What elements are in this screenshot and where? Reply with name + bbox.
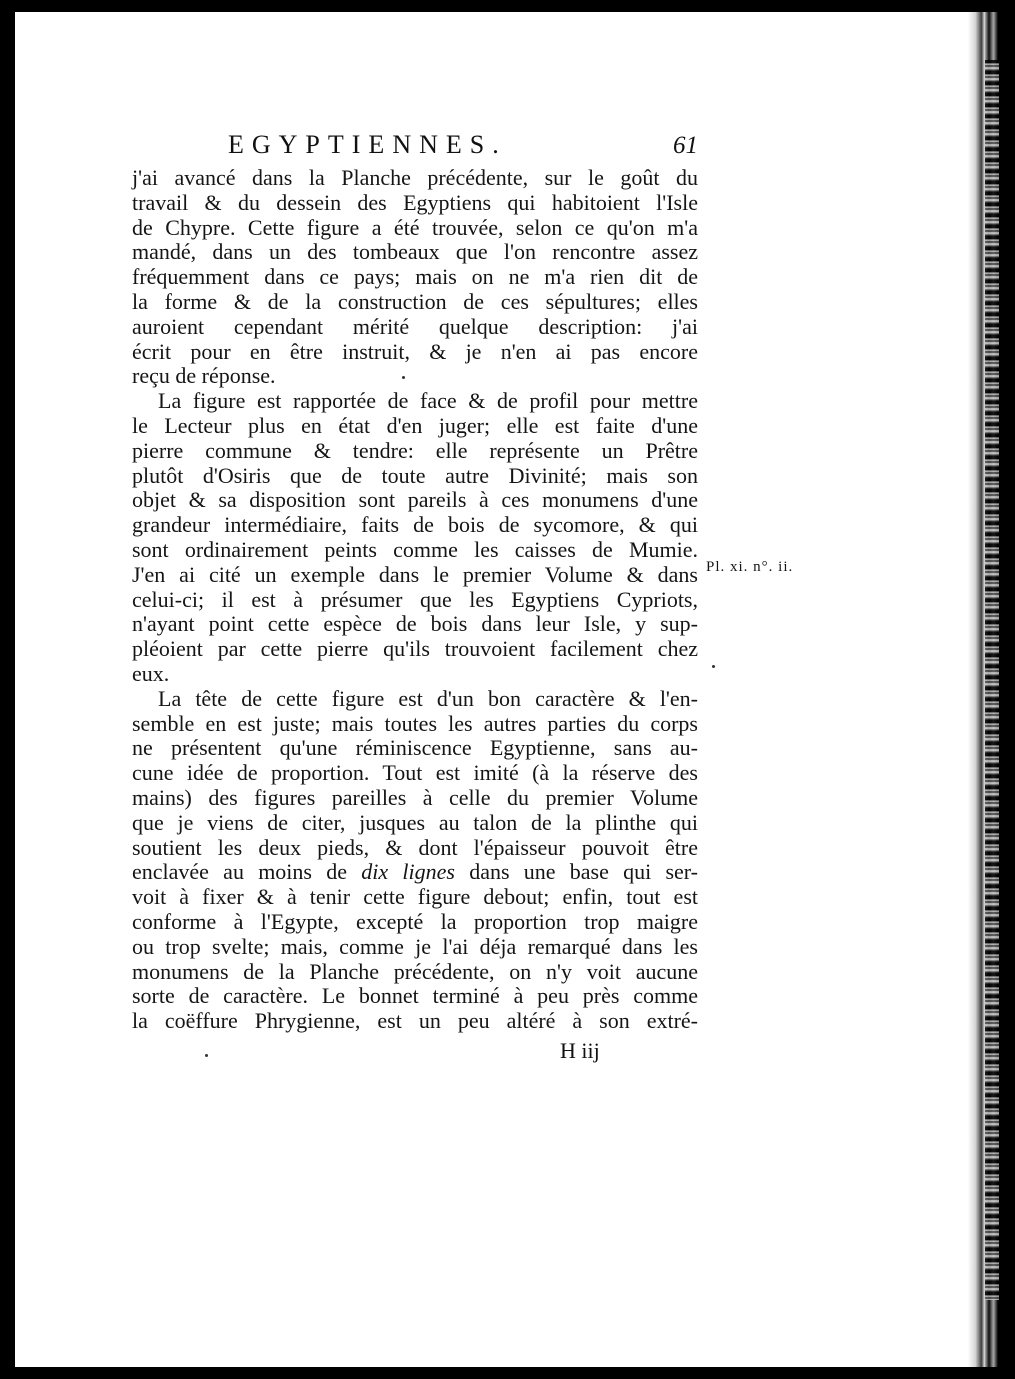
text-segment: dans une base qui ser- — [469, 859, 699, 885]
text-line: La figure est rapportée de face & de profil pour mettre — [158, 388, 698, 414]
text-line: cune idée de proportion. Tout est imité (à la réserve des — [132, 760, 698, 786]
text-line: pierre commune & tendre: elle représente un Prêtre — [132, 437, 698, 463]
text-line: fréquemment dans ce pays; mais on ne m'a rien dit de — [132, 264, 698, 290]
text-line: conforme à l'Egypte, excepté la proportion trop maigre — [132, 908, 698, 934]
text-line: travail & du dessein des Egyptiens qui habitoient l'Isle — [132, 189, 698, 215]
page-number: 61 — [673, 132, 698, 159]
text-line: la forme & de la construction de ces sépultures; elles — [132, 288, 698, 314]
text-line: j'ai avancé dans la Planche précédente, sur le goût du — [132, 165, 698, 190]
text-line: grandeur intermédiaire, faits de bois de sycomore, & qui — [132, 512, 698, 538]
text-line: objet & sa disposition sont pareils à ces monumens d'une — [132, 487, 698, 513]
text-line: écrit pour en être instruit, & je n'en ai pas encore — [132, 338, 698, 364]
text-line: pléoient par cette pierre qu'ils trouvoient facilement chez — [132, 636, 698, 662]
text-line: mains) des figures pareilles à celle du premier Volume — [132, 784, 698, 810]
text-line: ne présentent qu'une réminiscence Egyptienne, sans au- — [132, 735, 698, 761]
text-line: semble en est juste; mais toutes les autres parties du corps — [132, 710, 698, 736]
margin-note: Pl. xi. n°. ii. — [706, 559, 794, 575]
text-line: ou trop svelte; mais, comme je l'ai déja remarqué dans les — [132, 933, 698, 959]
text-line: de Chypre. Cette figure a été trouvée, selon ce qu'on m'a — [132, 214, 698, 240]
ink-speck — [205, 1054, 208, 1057]
body-text — [132, 166, 698, 1034]
text-line: mandé, dans un des tombeaux que l'on rencontre assez — [132, 239, 698, 265]
ink-speck — [712, 665, 715, 668]
text-line: reçu de réponse. — [132, 363, 276, 389]
text-line: le Lecteur plus en état d'en juger; elle est faite d'une — [132, 412, 698, 438]
text-line — [132, 860, 698, 885]
text-line: n'ayant point cette espèce de bois dans leur Isle, y sup- — [132, 611, 698, 637]
page-header — [228, 130, 698, 166]
ink-speck — [402, 376, 405, 379]
text-line: La tête de cette figure est d'un bon caractère & l'en- — [158, 685, 698, 711]
text-line: auroient cependant mérité quelque description: j'ai — [132, 313, 698, 339]
text-line: J'en ai cité un exemple dans le premier Volume & dans — [132, 561, 698, 587]
italic-phrase: dix lignes — [361, 859, 455, 885]
text-line: voit à fixer & à tenir cette figure debout; enfin, tout est — [132, 884, 698, 910]
text-line: la coëffure Phrygienne, est un peu altéré à son extré- — [132, 1008, 698, 1034]
text-line: eux. — [132, 660, 170, 686]
running-head: EGYPTIENNES. — [228, 130, 507, 159]
text-segment: enclavée au moins de — [132, 859, 347, 885]
signature-mark: H iij — [560, 1038, 600, 1063]
text-line: soutient les deux pieds, & dont l'épaisseur pouvoit être — [132, 834, 698, 860]
text-line: plutôt d'Osiris que de toute autre Divinité; mais son — [132, 462, 698, 488]
text-line: celui-ci; il est à présumer que les Egyptiens Cypriots, — [132, 586, 698, 612]
text-line: sont ordinairement peints comme les caisses de Mumie. — [132, 536, 698, 562]
text-line: monumens de la Planche précédente, on n'y voit aucune — [132, 958, 698, 984]
text-line: sorte de caractère. Le bonnet terminé à peu près comme — [132, 983, 698, 1009]
page-edge-texture — [985, 60, 999, 1300]
text-line: que je viens de citer, jusques au talon de la plinthe qui — [132, 809, 698, 835]
